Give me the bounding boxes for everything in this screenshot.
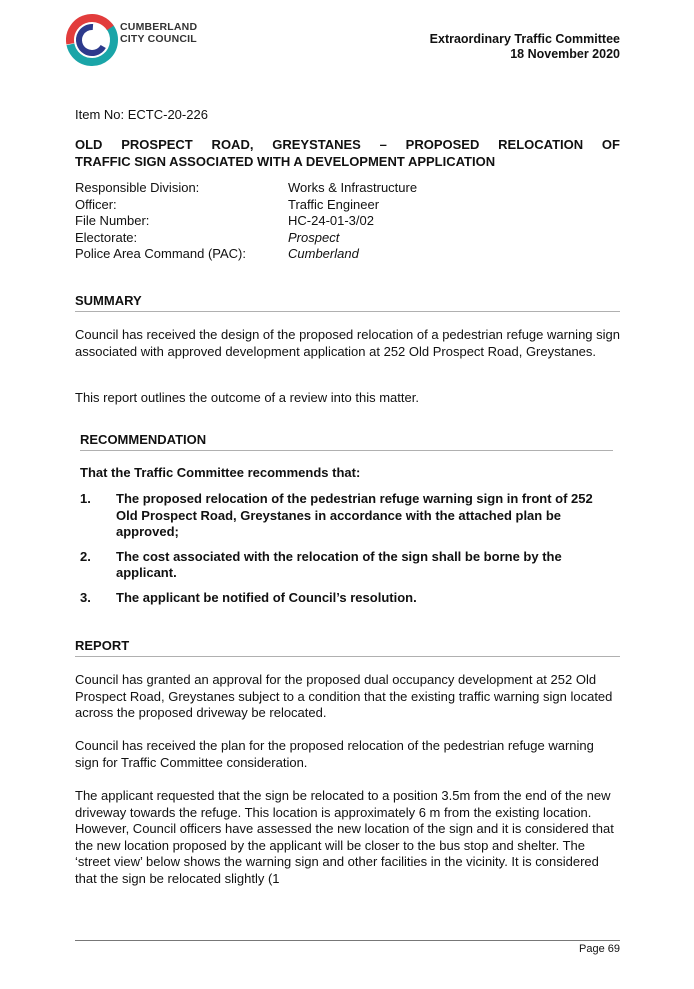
recommendation-item: 1. The proposed relocation of the pedestrian refuge warning sign in front of 252 Old Prospect Road, Greystanes in accordance with the attached plan be approved; xyxy=(80,491,593,539)
recommendation-intro: That the Traffic Committee recommends that: xyxy=(80,465,361,480)
report-paragraph: Council has received the plan for the proposed relocation of the pedestrian refuge warning sign for Traffic Committee consideration. xyxy=(75,738,594,770)
page-number: Page 69 xyxy=(579,943,620,955)
meta-row: Police Area Command (PAC): Cumberland xyxy=(75,246,359,261)
report-title: OLD PROSPECT ROAD, GREYSTANES – PROPOSED RELOCATION OF TRAFFIC SIGN ASSOCIATED WITH A DEVELOPMENT APPLICATION xyxy=(75,137,620,169)
meta-row: Responsible Division: Works & Infrastructure xyxy=(75,180,418,195)
report-heading: REPORT xyxy=(75,638,620,657)
meta-row: File Number: HC-24-01-3/02 xyxy=(75,213,374,228)
report-paragraph: Council has granted an approval for the proposed dual occupancy development at 252 Old Prospect Road, Greystanes subject to a condition that the existing traffic warning sign located across the proposed driveway be relocated. xyxy=(75,672,613,720)
summary-paragraph: This report outlines the outcome of a review into this matter. xyxy=(75,390,419,405)
item-number: Item No: ECTC-20-226 xyxy=(75,107,208,122)
footer-divider xyxy=(75,940,620,941)
committee-name: Extraordinary Traffic Committee xyxy=(429,32,620,46)
meta-row: Electorate: Prospect xyxy=(75,229,340,245)
document-header xyxy=(430,32,620,62)
report-paragraph: The applicant requested that the sign be relocated to a position 3.5m from the end of the new driveway towards the refuge. This location is approximately 6 m from the existing location. However, Council officers have assessed the new location of the sign and it is considered that the new location proposed by the applicant will be closer to the bus stop and shelter. The ‘street view’ below shows the warning sign and other facilities in the vicinity. It is considered that the sign be relocated slightly (1 xyxy=(75,788,614,886)
meta-row: Officer: Traffic Engineer xyxy=(75,196,380,212)
report-metadata xyxy=(75,180,417,263)
summary-paragraph: Council has received the design of the proposed relocation of a pedestrian refuge warning sign associated with approved development application at 252 Old Prospect Road, Greystanes. xyxy=(75,327,620,359)
recommendation-item: 3. The applicant be notified of Council’s resolution. xyxy=(80,589,417,605)
recommendation-item: 2. The cost associated with the relocation of the sign shall be borne by the applicant. xyxy=(80,548,562,580)
recommendation-list xyxy=(80,491,613,614)
logo-wordmark: CUMBERLAND CITY COUNCIL xyxy=(120,21,198,45)
summary-heading: SUMMARY xyxy=(75,293,620,312)
recommendation-heading: RECOMMENDATION xyxy=(80,432,613,451)
meeting-date: 18 November 2020 xyxy=(510,47,620,61)
